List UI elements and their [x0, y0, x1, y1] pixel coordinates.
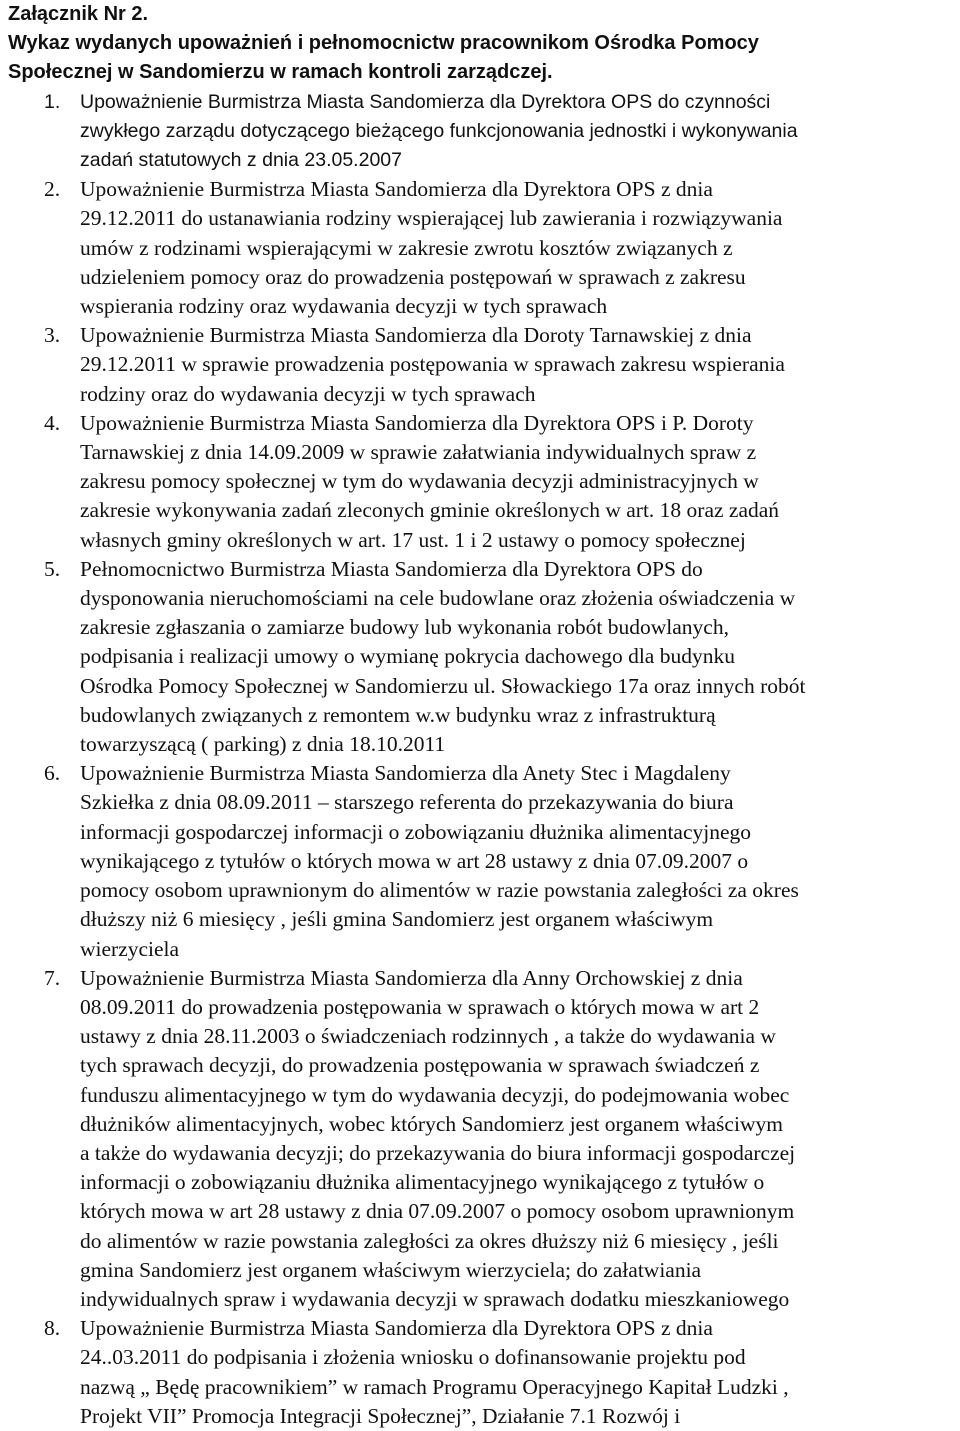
item-text-line: zadań statutowych z dnia 23.05.2007 [80, 149, 402, 172]
item-text-line: 29.12.2011 do ustanawiania rodziny wspierającej lub zawierania i rozwiązywania [80, 206, 783, 231]
item-text-line: zakresu pomocy społecznej w tym do wydawania decyzji administracyjnych w [80, 469, 759, 494]
item-text-line: Upoważnienie Burmistrza Miasta Sandomierza dla Dyrektora OPS do czynności [80, 90, 771, 113]
item-text-line: Tarnawskiej z dnia 14.09.2009 w sprawie załatwiania indywidualnych spraw z [80, 440, 757, 465]
item-text-line: dysponowania nieruchomościami na cele budowlane oraz złożenia oświadczenia w [80, 586, 796, 611]
list-item-3 [0, 321, 960, 409]
list-item-6 [0, 759, 960, 963]
item-number: 6. [44, 761, 61, 786]
item-number: 1. [44, 90, 61, 113]
item-text-line: których mowa w art 28 ustawy z dnia 07.09.2007 o pomocy osobom uprawnionym [80, 1199, 795, 1224]
item-text-line: wynikającego z tytułów o których mowa w art 28 ustawy z dnia 07.09.2007 o [80, 848, 749, 873]
item-text-line: budowlanych związanych z remontem w.w budynku wraz z infrastrukturą [80, 702, 716, 727]
item-text-line: Upoważnienie Burmistrza Miasta Sandomierza dla Anety Stec i Magdaleny [80, 761, 731, 786]
item-text-line: 08.09.2011 do prowadzenia postępowania w sprawach o których mowa w art 2 [80, 994, 760, 1019]
item-text-line: Pełnomocnictwo Burmistrza Miasta Sandomierza dla Dyrektora OPS do [80, 556, 703, 581]
list-item-1 [0, 88, 960, 176]
attachment-label: Załącznik Nr 2. [8, 3, 149, 25]
authorization-list [0, 88, 960, 1431]
item-number: 8. [44, 1316, 61, 1341]
list-item-7 [0, 964, 960, 1314]
item-text-line: ustawy z dnia 28.11.2003 o świadczeniach rodzinnych , a także do wydawania w [80, 1024, 776, 1049]
list-item-5 [0, 555, 960, 759]
item-number: 5. [44, 556, 61, 581]
item-text-line: a także do wydawania decyzji; do przekazywania do biura informacji gospodarczej [80, 1140, 796, 1165]
item-text-line: Szkiełka z dnia 08.09.2011 – starszego referenta do przekazywania do biura [80, 790, 734, 815]
item-text-line: wspierania rodziny oraz wydawania decyzji w tych sprawach [80, 294, 608, 319]
item-text-line: dłuższy niż 6 miesięcy , jeśli gmina Sandomierz jest organem właściwym [80, 907, 714, 932]
item-text-line: nazwą „ Będę pracownikiem” w ramach Programu Operacyjnego Kapitał Ludzki , [80, 1374, 789, 1399]
item-text-line: informacji o zobowiązaniu dłużnika alimentacyjnego wynikającego z tytułów o [80, 1170, 765, 1195]
item-text-line: wierzyciela [80, 936, 180, 961]
item-text-line: 29.12.2011 w sprawie prowadzenia postępowania w sprawach zakresu wspierania [80, 352, 785, 377]
item-text-line: zakresie wykonywania zadań zleconych gminie określonych w art. 18 oraz zadań [80, 498, 780, 523]
item-text-line: towarzyszącą ( parking) z dnia 18.10.2011 [80, 732, 446, 757]
item-text-line: pomocy osobom uprawnionym do alimentów w razie powstania zaległości za okres [80, 878, 799, 903]
item-text-line: funduszu alimentacyjnego w tym do wydawania decyzji, do podejmowania wobec [80, 1082, 790, 1107]
item-text-line: tych sprawach decyzji, do prowadzenia postępowania w sprawach świadczeń z [80, 1053, 760, 1078]
item-text-line: zwykłego zarządu dotyczącego bieżącego funkcjonowania jednostki i wykonywania [80, 119, 798, 142]
item-text-line: Projekt VII” Promocja Integracji Społecznej”, Działanie 7.1 Rozwój i [80, 1403, 681, 1428]
item-text-line: udzieleniem pomocy oraz do prowadzenia postępowań w sprawach z zakresu [80, 264, 746, 289]
item-text-line: rodziny oraz do wydawania decyzji w tych sprawach [80, 381, 536, 406]
item-number: 2. [44, 177, 61, 202]
item-text-line: Ośrodka Pomocy Społecznej w Sandomierzu ul. Słowackiego 17a oraz innych robót [80, 673, 806, 698]
item-text-line: Upoważnienie Burmistrza Miasta Sandomierza dla Doroty Tarnawskiej z dnia [80, 323, 752, 348]
item-number: 7. [44, 965, 61, 990]
item-text-line: informacji gospodarczej informacji o zobowiązaniu dłużnika alimentacyjnego [80, 819, 752, 844]
item-text-line: Upoważnienie Burmistrza Miasta Sandomierza dla Dyrektora OPS i P. Doroty [80, 410, 754, 435]
item-text-line: 24..03.2011 do podpisania i złożenia wniosku o dofinansowanie projektu pod [80, 1345, 746, 1370]
item-number: 3. [44, 323, 61, 348]
document-title-continued: Społecznej w Sandomierzu w ramach kontroli zarządczej. [8, 61, 553, 84]
list-item-2 [0, 175, 960, 321]
item-text-line: podpisania i realizacji umowy o wymianę pokrycia dachowego dla budynku [80, 644, 735, 669]
item-text-line: indywidualnych spraw i wydawania decyzji w sprawach dodatku mieszkaniowego [80, 1286, 790, 1311]
list-item-4 [0, 409, 960, 555]
document-title: Wykaz wydanych upoważnień i pełnomocnictw pracownikom Ośrodka Pomocy [8, 32, 759, 55]
item-text-line: Upoważnienie Burmistrza Miasta Sandomierza dla Dyrektora OPS z dnia [80, 1316, 713, 1341]
list-item-8 [0, 1314, 960, 1431]
item-text-line: Upoważnienie Burmistrza Miasta Sandomierza dla Dyrektora OPS z dnia [80, 177, 713, 202]
item-text-line: umów z rodzinami wspierającymi w zakresie zwrotu kosztów związanych z [80, 235, 733, 260]
item-text-line: Upoważnienie Burmistrza Miasta Sandomierza dla Anny Orchowskiej z dnia [80, 965, 743, 990]
item-number: 4. [44, 410, 61, 435]
item-text-line: dłużników alimentacyjnych, wobec których Sandomierz jest organem właściwym [80, 1111, 783, 1136]
item-text-line: własnych gminy określonych w art. 17 ust. 1 i 2 ustawy o pomocy społecznej [80, 527, 746, 552]
item-text-line: do alimentów w razie powstania zaległości za okres dłuższy niż 6 miesięcy , jeśli [80, 1228, 779, 1253]
item-text-line: zakresie zgłaszania o zamiarze budowy lub wykonania robót budowlanych, [80, 615, 729, 640]
document-header [0, 0, 960, 88]
item-text-line: gmina Sandomierz jest organem właściwym wierzyciela; do załatwiania [80, 1257, 702, 1282]
